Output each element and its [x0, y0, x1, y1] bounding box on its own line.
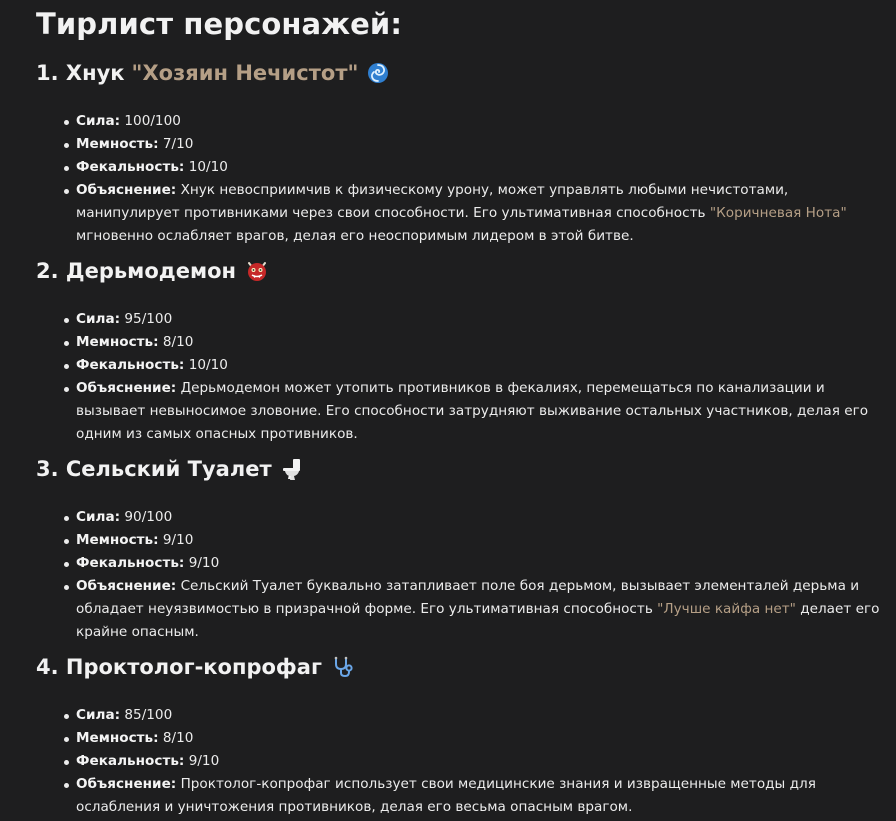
page-title: Тирлист персонажей: — [36, 7, 403, 41]
stat-memness: Мемность: 8/10 — [76, 727, 886, 750]
ability-name: "Лучше кайфа нет" — [657, 601, 796, 617]
cyclone-icon — [367, 62, 389, 84]
stat-explanation: Объяснение: Дерьмодемон может утопить противников в фекалиях, перемещаться по канализации и вызывает невыносимое зловоние. Его способности затрудняют выживание остальных участников, делая его одним из самых опасных противников. — [76, 377, 886, 446]
character-name: 1. Хнук — [36, 61, 125, 85]
stat-fecal: Фекальность: 9/10 — [76, 552, 886, 575]
ogre-mask-icon — [245, 259, 269, 283]
stat-explanation: Объяснение: Проктолог-копрофаг использует свои медицинские знания и извращенные методы для ослабления и уничтожения противников, делая его весьма опасным врагом. — [76, 773, 886, 819]
character-heading — [36, 454, 886, 484]
stethoscope-icon — [331, 655, 355, 679]
character-section-3 — [36, 454, 886, 644]
stat-memness: Мемность: 8/10 — [76, 331, 886, 354]
ability-name: "Коричневая Нота" — [709, 205, 847, 221]
stat-fecal: Фекальность: 10/10 — [76, 354, 886, 377]
stat-memness: Мемность: 9/10 — [76, 529, 886, 552]
character-title: "Хозяин Нечистот" — [131, 61, 359, 85]
document — [36, 4, 886, 815]
character-section-1 — [36, 58, 886, 248]
stat-explanation: Объяснение: Хнук невосприимчив к физическому урону, может управлять любыми нечистотами, манипулирует противниками через свои способности. Его ультимативная способность "Коричневая Нота" мгновенно ослабляет врагов, делая его неоспоримым лидером в этой битве. — [76, 179, 886, 248]
character-heading — [36, 652, 886, 682]
character-name: 4. Проктолог-копрофаг — [36, 655, 322, 679]
stat-memness: Мемность: 7/10 — [76, 133, 886, 156]
stat-fecal: Фекальность: 9/10 — [76, 750, 886, 773]
stat-power: Сила: 90/100 — [76, 506, 886, 529]
character-section-4 — [36, 652, 886, 819]
character-heading — [36, 256, 886, 286]
character-section-2 — [36, 256, 886, 446]
stats-list — [36, 704, 886, 819]
stat-power: Сила: 85/100 — [76, 704, 886, 727]
stats-list — [36, 110, 886, 248]
character-name: 3. Сельский Туалет — [36, 457, 272, 481]
stats-list — [36, 506, 886, 644]
stat-power: Сила: 95/100 — [76, 308, 886, 331]
toilet-icon — [281, 457, 303, 481]
stats-list — [36, 308, 886, 446]
character-name: 2. Дерьмодемон — [36, 259, 237, 283]
stat-power: Сила: 100/100 — [76, 110, 886, 133]
stat-fecal: Фекальность: 10/10 — [76, 156, 886, 179]
stat-explanation: Объяснение: Сельский Туалет буквально затапливает поле боя дерьмом, вызывает элементалей дерьма и обладает неуязвимостью в призрачной форме. Его ультимативная способность "Лучше кайфа нет" делает его крайне опасным. — [76, 575, 886, 644]
character-heading — [36, 58, 886, 88]
